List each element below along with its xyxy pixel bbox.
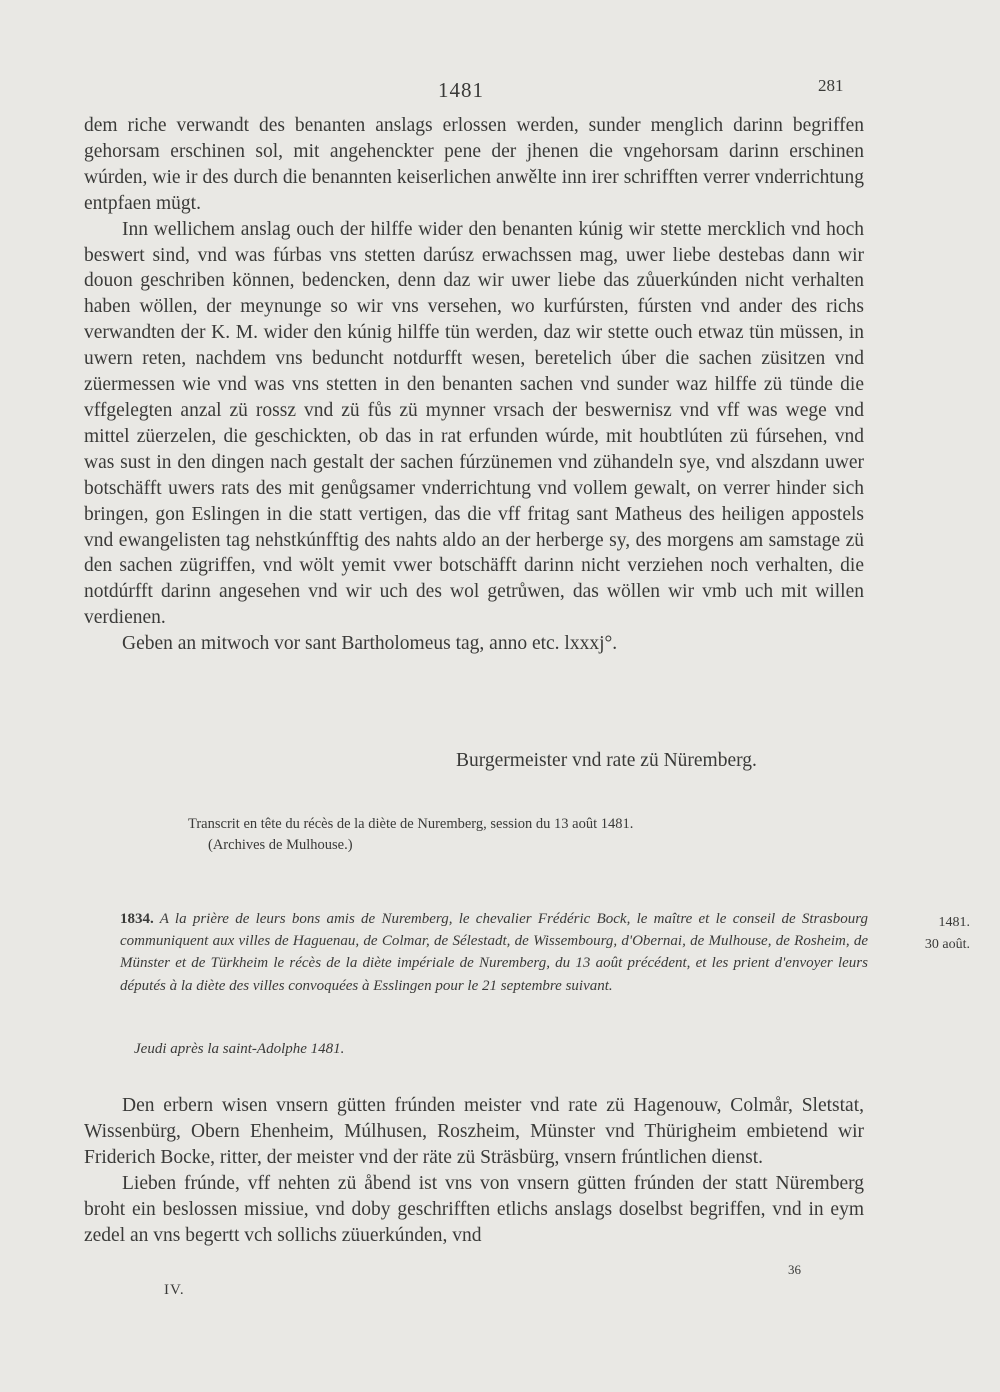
letter1-dating: Geben an mitwoch vor sant Bartholomeus tag, anno etc. lxxxj°. bbox=[122, 633, 618, 655]
letter2-paragraph-1: Den erbern wisen vnsern gütten frúnden meister vnd rate zü Hagenouw, Colmår, Sletstat, Wissenbürg, Obern Ehenheim, Múlhusen, Roszheim, Münster vnd Thürigheim embietend wir Friderich Bocke, ritter, der meister vnd der räte zü Sträsbürg, vnsern frúntlichen dienst. bbox=[84, 1095, 864, 1168]
sheet-number: 36 bbox=[788, 1262, 801, 1277]
document-number: 1834. bbox=[120, 911, 154, 927]
document-summary-date: Jeudi après la saint-Adolphe 1481. bbox=[134, 1041, 345, 1057]
document-summary bbox=[120, 908, 868, 997]
letter2-paragraph-2: Lieben frúnde, vff nehten zü åbend ist vns von vnsern gütten frúnden der statt Nüremberg broht ein beslossen missiue, vnd doby geschrifften etlichs anslags doselbst begriffen, vnd in eym zedel an vns begertt vch sollichs züuerkúnden, vnd bbox=[84, 1172, 864, 1246]
letter-body-2 bbox=[84, 1093, 864, 1248]
letter1-paragraph-2: Inn wellichem anslag ouch der hilffe wider den benanten kúnig wir stette mercklich vnd hoch beswert sind, vnd was fúrbas vns stetten darúsz erwachssen mag, uwer liebe destebas dann wir douon geschriben können, bedencken, denn daz wir uwer liebe das zůuerkúnden nicht verhalten haben wöllen, der meynunge so wir vns versehen, wo kurfúrsten, fúrsten vnd ander des richs verwandten der K. M. wider den kúnig hilffe tün werden, daz wir stette ouch etwaz tün müssen, in uwern reten, nachdem vns beduncht notdurfft wesen, beretelich úber die sachen züsitzen vnd züermessen wie vnd was vns stetten in den benanten sachen vnd sunder waz hilffe zü tünde die vffgelegten anzal zü rossz vnd zü fůs zü mynner vrsach der beswernisz vnd vff was wege vnd mittel züerzelen, die geschickten, ob das in rat erfunden wúrde, mit houbtlúten zü fúrsehen, vnd was sust in den dingen nach gestalt der sachen fúrzünemen vnd zühandeln sye, vnd alszdann uwer botschäfft uwers rats des mit genůgsamer vnderrichtung vnd vollem gewalt, on verrer hinder sich bringen, gon Eslingen in die statt vertigen, das die vff fritag sant Matheus des heiligen appostels vnd ewangelisten tag nehstkúnfftig des nahts aldo an der herberge sy, des morgens am samstage zü den sachen zügriffen, vnd wölt yemit vwer botschäfft darinn nicht verziehen noch verhalten, die notdúrfft darinn angesehen vnd wir uch des wol getrůwen, das wöllen wir vmb uch mit willen verdienen. bbox=[84, 218, 864, 629]
page-header bbox=[0, 72, 1000, 112]
letter1-paragraph-1: dem riche verwandt des benanten anslags erlossen werden, sunder menglich darinn begriffen gehorsam erschinen sol, mit angehenckter pene der jhenen die vngehorsam darinn erschinen wúrden, wie ir des durch die benannten keiserlichen anwělte inn irer schrifften verrer vnderrichtung entpfaen mügt. bbox=[84, 115, 864, 214]
source-note bbox=[188, 814, 868, 856]
letter1-closing-signature: Burgermeister vnd rate zü Nüremberg. bbox=[456, 750, 757, 771]
document-summary-text: A la prière de leurs bons amis de Nuremberg, le chevalier Frédéric Bock, le maître et le conseil de Strasbourg communiquent aux villes de Haguenau, de Colmar, de Sélestadt, de Wissembourg, d'Obernai, de Mulhouse, de Rosheim, de Münster et de Türkheim le récès de la diète impériale de Nuremberg, du 13 août précédent, et les prient d'envoyer leurs députés à la diète des villes convoquées à Esslingen pour le 21 septembre suivant. bbox=[120, 911, 868, 994]
source-note-line-1: Transcrit en tête du récès de la diète de Nuremberg, session du 13 août 1481. bbox=[188, 816, 634, 832]
letter-body-1 bbox=[84, 113, 864, 657]
margin-note bbox=[880, 912, 970, 956]
margin-note-year: 1481. bbox=[938, 915, 970, 930]
margin-note-date: 30 août. bbox=[924, 937, 970, 952]
source-note-line-2: (Archives de Mulhouse.) bbox=[208, 837, 353, 853]
running-head-year: 1481 bbox=[438, 78, 484, 102]
page-number: 281 bbox=[818, 76, 844, 95]
signature-mark: IV. bbox=[164, 1282, 185, 1298]
